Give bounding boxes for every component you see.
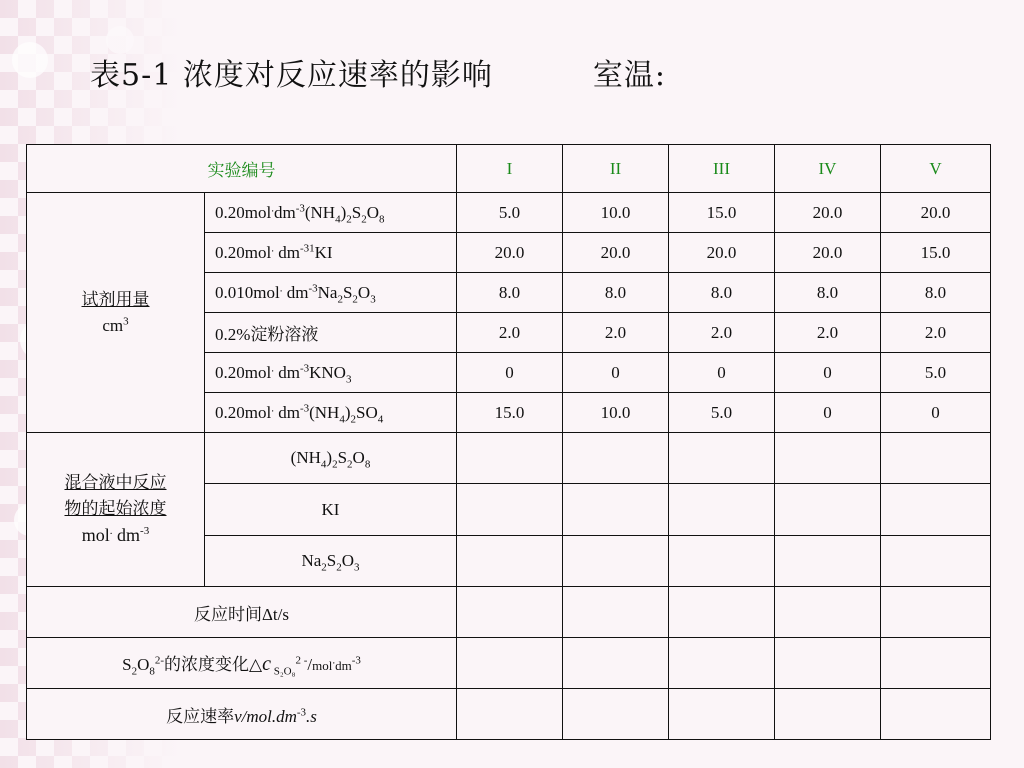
experiment-table — [26, 144, 991, 740]
reagent-dosage-label: 试剂用量 $cm^3$ — [27, 193, 205, 433]
species-name: $Na_2S_2O_3$ — [205, 536, 457, 587]
blank-cell — [457, 536, 563, 587]
reagent-volume-cell: 5.0 — [669, 393, 775, 433]
blank-cell — [775, 638, 881, 689]
reagent-name: $0.20mol^.dm^{-3}(NH_4)_2S_2O_8$ — [205, 193, 457, 233]
reagent-volume-cell: 20.0 — [775, 233, 881, 273]
blank-cell — [881, 484, 991, 536]
blank-cell — [775, 433, 881, 484]
blank-cell — [669, 536, 775, 587]
header-experiment-number: 实验编号 — [27, 145, 457, 193]
table-row — [27, 433, 991, 484]
concentration-change-label: $S_2O_8^{2-}$的浓度变化△c $_{S_2O_8}^{2 -}/mol^.dm^{-3}$ — [27, 638, 457, 689]
table-row — [27, 638, 991, 689]
species-name: $(NH_4)_2S_2O_8$ — [205, 433, 457, 484]
reagent-name: 0.2%淀粉溶液 — [205, 313, 457, 353]
header-experiment-iii: III — [669, 145, 775, 193]
blank-cell — [563, 433, 669, 484]
reagent-volume-cell: 15.0 — [457, 393, 563, 433]
reagent-volume-cell: 10.0 — [563, 193, 669, 233]
reagent-volume-cell: 0 — [775, 353, 881, 393]
blank-cell — [457, 484, 563, 536]
blank-cell — [669, 689, 775, 740]
reagent-volume-cell: 20.0 — [457, 233, 563, 273]
page-title — [90, 52, 666, 100]
reagent-volume-cell: 0 — [775, 393, 881, 433]
reagent-volume-cell: 2.0 — [775, 313, 881, 353]
header-experiment-iv: IV — [775, 145, 881, 193]
species-name: KI — [205, 484, 457, 536]
blank-cell — [669, 484, 775, 536]
blank-cell — [775, 484, 881, 536]
reagent-volume-cell: 2.0 — [563, 313, 669, 353]
header-experiment-v: V — [881, 145, 991, 193]
reagent-name: 0.20mol. $dm^{-31}KI$ — [205, 233, 457, 273]
reagent-volume-cell: 8.0 — [563, 273, 669, 313]
reagent-volume-cell: 2.0 — [881, 313, 991, 353]
table-row — [27, 145, 991, 193]
initial-concentration-label: 混合液中反应 物的起始浓度 mol. $dm^{-3}$ — [27, 433, 205, 587]
reagent-volume-cell: 15.0 — [881, 233, 991, 273]
blank-cell — [881, 689, 991, 740]
blank-cell — [881, 587, 991, 638]
reagent-volume-cell: 8.0 — [457, 273, 563, 313]
blank-cell — [881, 536, 991, 587]
room-temperature-label: 室温: — [592, 58, 666, 93]
reagent-volume-cell: 5.0 — [457, 193, 563, 233]
reagent-volume-cell: 20.0 — [563, 233, 669, 273]
blank-cell — [669, 433, 775, 484]
blank-cell — [563, 587, 669, 638]
reagent-volume-cell: 5.0 — [881, 353, 991, 393]
reagent-volume-cell: 20.0 — [775, 193, 881, 233]
blank-cell — [457, 587, 563, 638]
reagent-volume-cell: 10.0 — [563, 393, 669, 433]
reaction-time-label: 反应时间Δt/s — [27, 587, 457, 638]
reaction-rate-label: 反应速率$v/mol.dm^{-3}.s$ — [27, 689, 457, 740]
reagent-volume-cell: 8.0 — [881, 273, 991, 313]
reagent-volume-cell: 0 — [669, 353, 775, 393]
blank-cell — [775, 689, 881, 740]
header-experiment-ii: II — [563, 145, 669, 193]
blank-cell — [775, 536, 881, 587]
table-row — [27, 193, 991, 233]
table-row — [27, 587, 991, 638]
blank-cell — [457, 689, 563, 740]
blank-cell — [563, 484, 669, 536]
reagent-volume-cell: 2.0 — [669, 313, 775, 353]
reagent-volume-cell: 20.0 — [881, 193, 991, 233]
reagent-volume-cell: 0 — [457, 353, 563, 393]
blank-cell — [669, 638, 775, 689]
reagent-volume-cell: 0 — [563, 353, 669, 393]
header-experiment-i: I — [457, 145, 563, 193]
blank-cell — [457, 433, 563, 484]
reagent-name: 0.20mol. $dm^{-3}(NH_4)_2SO_4$ — [205, 393, 457, 433]
reagent-volume-cell: 2.0 — [457, 313, 563, 353]
blank-cell — [881, 638, 991, 689]
blank-cell — [881, 433, 991, 484]
reagent-volume-cell: 8.0 — [669, 273, 775, 313]
reagent-name: 0.20mol. $dm^{-3}KNO_3$ — [205, 353, 457, 393]
reagent-volume-cell: 0 — [881, 393, 991, 433]
blank-cell — [563, 536, 669, 587]
reagent-volume-cell: 8.0 — [775, 273, 881, 313]
blank-cell — [457, 638, 563, 689]
blank-cell — [669, 587, 775, 638]
reagent-volume-cell: 20.0 — [669, 233, 775, 273]
table-row — [27, 689, 991, 740]
blank-cell — [775, 587, 881, 638]
reagent-volume-cell: 15.0 — [669, 193, 775, 233]
title-text: 表5-1 浓度对反应速率的影响 — [90, 58, 493, 93]
blank-cell — [563, 689, 669, 740]
reagent-name: 0.010mol. $dm^{-3}Na_2S_2O_3$ — [205, 273, 457, 313]
blank-cell — [563, 638, 669, 689]
